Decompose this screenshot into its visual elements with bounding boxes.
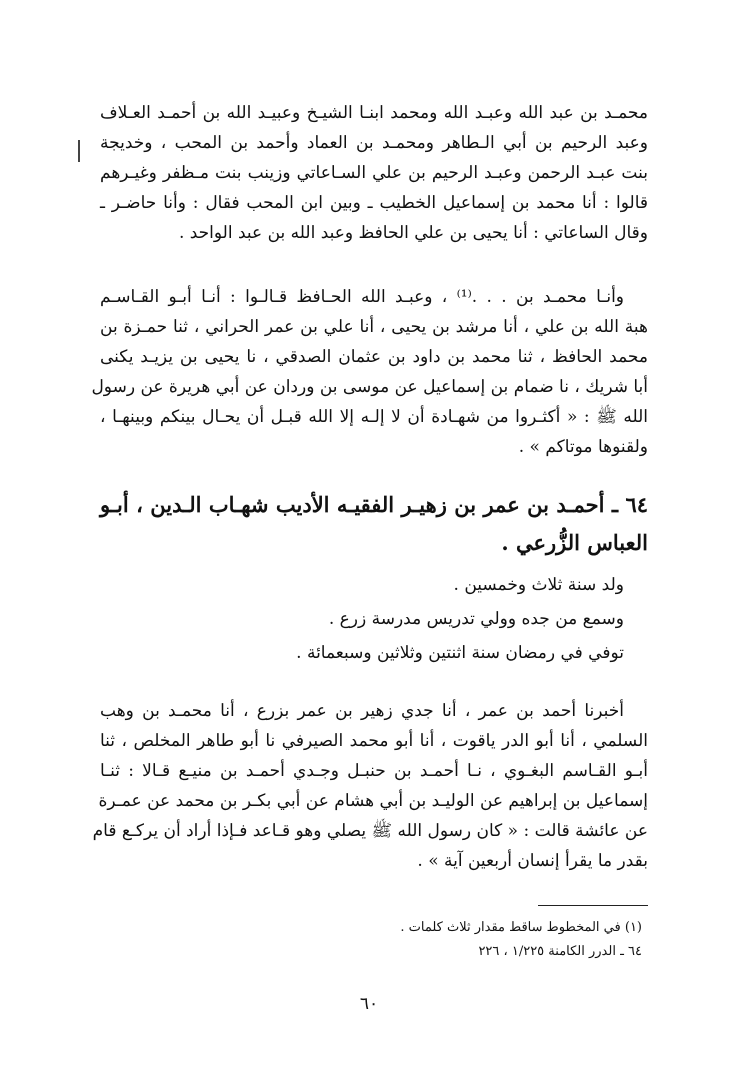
text-line: هبة الله بن علي ، أنا مرشد بن يحيى ، أنا علي بن عمر الحراني ، ثنا حمـزة بن	[100, 317, 648, 337]
bio-line: توفي في رمضان سنة اثنتين وثلاثين وسبعمائة .	[296, 643, 624, 663]
text-line: أخبرنا أحمد بن عمر ، أنا جدي زهير بن عمر بزرع ، أنا محمـد بن وهب	[100, 701, 624, 721]
text-line: أبا شريك ، نا ضمام بن إسماعيل عن موسى بن وردان عن أبي هريرة عن رسول	[91, 377, 648, 397]
hadith-paragraph-2	[92, 696, 648, 876]
text-line: بنت عبـد الرحمن وعبـد الرحيم بن علي السـاعاتي وزينب بنت مـظفر وغيـرهم	[100, 163, 648, 183]
bio-line: وسمع من جده وولي تدريس مدرسة زرع .	[328, 609, 624, 629]
footnote: (١) في المخطوط ساقط مقدار ثلاث كلمات .	[400, 920, 642, 935]
text-line: قالوا : أنا محمد بن إسماعيل الخطيب ـ وبين ابن المحب فقال : وأنا حاضـر ـ	[100, 193, 648, 213]
text-line: عن عائشة قالت : « كان رسول الله ﷺ يصلي وهو قـاعد فـإذا أراد أن يركـع قام	[92, 821, 648, 841]
footnotes	[200, 916, 642, 964]
text-line: إسماعيل بن إبراهيم عن الوليـد بن أبي هشام عن أبي بكـر بن محمد عن عمـرة	[98, 791, 648, 811]
text-line: السلمي ، أنا أبو الدر ياقوت ، أنا أبو محمد الصيرفي نا أبو طاهر المخلص ، ثنا	[100, 731, 648, 751]
text-line: بقدر ما يقرأ إنسان أربعين آية » .	[417, 851, 648, 871]
hadith-paragraph-1	[91, 282, 648, 462]
text-line: وعبد الرحيم بن أبي الـطاهر ومحمـد بن العماد وأحمد بن المحب ، وخديجة	[100, 133, 648, 153]
entry-heading	[100, 486, 648, 562]
text-line: وأنـا محمـد بن . . .⁽¹⁾ ، وعبـد الله الحـافظ قـالـوا : أنـا أبـو القـاسـم	[100, 287, 625, 307]
text-line: الله ﷺ : « أكثـروا من شهـادة أن لا إلـه إلا الله قبـل أن يحـال بينكم وبينهـا ،	[100, 407, 648, 427]
margin-mark	[78, 140, 80, 162]
entry-heading-line: العباس الزُّرعي .	[501, 530, 648, 555]
intro-paragraph	[100, 98, 648, 248]
text-line: محمـد بن عبد الله وعبـد الله ومحمد ابنـا الشيـخ وعبيـد الله بن أحمـد العـلاف	[100, 103, 648, 123]
footnote-separator	[538, 905, 648, 906]
page-number: ٦٠	[359, 994, 379, 1014]
bio-line: ولد سنة ثلاث وخمسين .	[453, 575, 624, 595]
text-line: ولقنوها موتاكم » .	[518, 437, 648, 457]
text-line: أبـو القـاسم البغـوي ، نـا أحمـد بن حنبـل وجـدي أحمـد بن منيـع قـالا : ثنـا	[100, 761, 648, 781]
text-line: وقال الساعاتي : أنا يحيى بن علي الحافظ وعبد الله بن عبد الواحد .	[178, 223, 648, 243]
text-line: محمد الحافظ ، ثنا محمد بن داود بن عثمان الصدقي ، نا يحيى بن يزيـد يكنى	[100, 347, 648, 367]
footnote: ٦٤ ـ الدرر الكامنة ١/٢٢٥ ، ٢٢٦	[478, 944, 642, 959]
entry-bio	[100, 570, 648, 668]
entry-heading-line: ٦٤ ـ أحمـد بن عمر بن زهيـر الفقيـه الأديب شهـاب الـدين ، أبـو	[100, 492, 648, 517]
